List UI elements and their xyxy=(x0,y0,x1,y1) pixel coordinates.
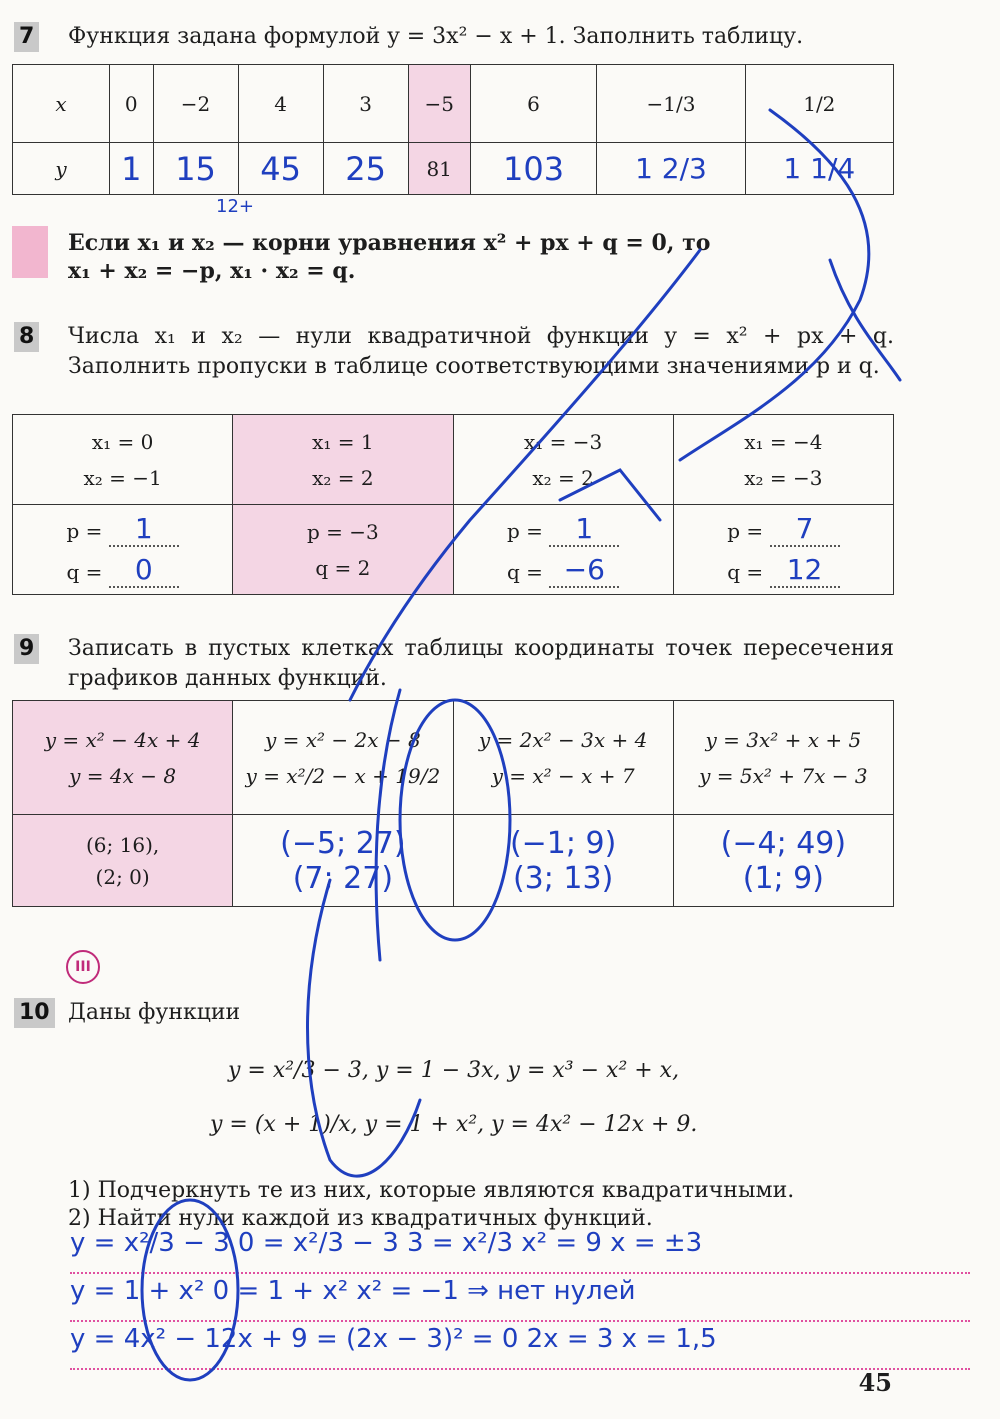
answer-point: (−4; 49) xyxy=(720,825,847,861)
function-2: y = 5x² + 7x − 3 xyxy=(699,763,868,788)
q-label: q = xyxy=(506,559,543,584)
answer-point: (−5; 27) xyxy=(280,825,406,861)
handwritten-note: 12+ xyxy=(216,196,254,217)
pq-cell xyxy=(673,505,893,595)
x2-value: x₂ = 2 xyxy=(312,465,374,490)
x2-value: x₂ = −3 xyxy=(744,465,823,490)
function-2: y = x² − x + 7 xyxy=(491,763,635,788)
function-1: y = x² − 4x + 4 xyxy=(44,727,201,752)
pq-cell xyxy=(453,505,673,595)
x-cell: 4 xyxy=(238,65,323,143)
function-1: y = x² − 2x − 8 xyxy=(265,727,421,752)
function-1: y = 3x² + x + 5 xyxy=(705,727,862,752)
answer-point: (1; 9) xyxy=(742,860,824,896)
p-answer[interactable]: 1 xyxy=(109,512,179,547)
answer-cell[interactable] xyxy=(673,815,893,907)
p-value: p = −3 xyxy=(306,519,379,544)
q-answer[interactable]: −6 xyxy=(549,553,619,588)
x1-value: x₁ = −3 xyxy=(523,429,603,454)
task-7-table xyxy=(12,64,894,195)
functions-cell xyxy=(453,701,673,815)
functions-cell xyxy=(13,701,233,815)
y-cell: 15 xyxy=(153,143,238,195)
p-label: p = xyxy=(506,518,543,543)
q-answer[interactable]: 0 xyxy=(109,553,179,588)
zeros-cell xyxy=(673,415,893,505)
rule-line-1: Если x₁ и x₂ — корни уравнения x² + px + q = 0, то xyxy=(68,230,711,256)
y-cell: 45 xyxy=(238,143,323,195)
pq-cell xyxy=(233,505,453,595)
y-cell: 103 xyxy=(470,143,597,195)
x-cell: 3 xyxy=(323,65,408,143)
answer-line[interactable]: y = x²/3 − 3 0 = x²/3 − 3 3 = x²/3 x² = 9 x = ±3 xyxy=(70,1228,970,1274)
answer-cell xyxy=(13,815,233,907)
x1-value: x₁ = 0 xyxy=(91,429,154,454)
p-label: p = xyxy=(727,518,764,543)
task-9-number: 9 xyxy=(14,634,39,664)
answer-line[interactable]: y = 4x² − 12x + 9 = (2x − 3)² = 0 2x = 3 x = 1,5 xyxy=(70,1324,970,1370)
task-7-number: 7 xyxy=(14,22,39,52)
task-8-number: 8 xyxy=(14,322,39,352)
y-cell: 1 2/3 xyxy=(597,143,745,195)
functions-line-2: y = (x + 1)/x, y = 1 + x², y = 4x² − 12x + 9. xyxy=(210,1112,698,1137)
p-answer[interactable]: 7 xyxy=(770,512,840,547)
y-label: y xyxy=(13,143,110,195)
y-cell: 25 xyxy=(323,143,408,195)
x2-value: x₂ = 2 xyxy=(532,465,594,490)
difficulty-level-badge: III xyxy=(66,950,100,984)
zeros-cell xyxy=(13,415,233,505)
function-1: y = 2x² − 3x + 4 xyxy=(478,727,648,752)
function-2: y = x²/2 − x + 19/2 xyxy=(245,763,441,788)
functions-cell xyxy=(233,701,453,815)
answer-point: (6; 16), xyxy=(86,832,160,857)
x-label: x xyxy=(13,65,110,143)
answer-point: (−1; 9) xyxy=(509,825,617,861)
rule-marker xyxy=(12,226,48,278)
answer-cell[interactable] xyxy=(233,815,453,907)
x-cell: −1/3 xyxy=(597,65,745,143)
x-cell: −5 xyxy=(408,65,470,143)
y-cell: 1 xyxy=(110,143,154,195)
x1-value: x₁ = −4 xyxy=(744,429,823,454)
task-10-text: Даны функции xyxy=(68,1000,241,1025)
question-2: 2) Найти нули каждой из квадратичных функций. xyxy=(68,1206,653,1231)
task-9-text: Записать в пустых клетках таблицы координаты точек пересечения графиков данных функций. xyxy=(68,636,894,691)
x-cell: 1/2 xyxy=(745,65,893,143)
question-1: 1) Подчеркнуть те из них, которые являются квадратичными. xyxy=(68,1178,795,1203)
p-answer[interactable]: 1 xyxy=(549,512,619,547)
functions-cell xyxy=(673,701,893,815)
task-7-text: Функция задана формулой y = 3x² − x + 1. Заполнить таблицу. xyxy=(68,24,804,49)
x-cell: 0 xyxy=(110,65,154,143)
q-label: q = xyxy=(727,559,764,584)
rule-line-2: x₁ + x₂ = −p, x₁ · x₂ = q. xyxy=(68,258,356,284)
task-10-number: 10 xyxy=(14,998,55,1028)
y-cell: 1 1/4 xyxy=(745,143,893,195)
functions-line-1: y = x²/3 − 3, y = 1 − 3x, y = x³ − x² + x, xyxy=(228,1058,680,1083)
x-cell: 6 xyxy=(470,65,597,143)
x2-value: x₂ = −1 xyxy=(83,465,162,490)
answer-cell[interactable] xyxy=(453,815,673,907)
function-2: y = 4x − 8 xyxy=(69,763,177,788)
y-cell: 81 xyxy=(408,143,470,195)
page-number: 45 xyxy=(858,1368,892,1397)
zeros-cell xyxy=(233,415,453,505)
answer-point: (3; 13) xyxy=(512,860,614,896)
x-cell: −2 xyxy=(153,65,238,143)
q-label: q = xyxy=(66,559,103,584)
q-value: q = 2 xyxy=(315,555,371,580)
pq-cell xyxy=(13,505,233,595)
answer-point: (7; 27) xyxy=(292,860,394,896)
task-9-table xyxy=(12,700,894,907)
q-answer[interactable]: 12 xyxy=(770,553,840,588)
p-label: p = xyxy=(66,518,103,543)
answer-point: (2; 0) xyxy=(95,864,150,889)
task-8-text: Числа x₁ и x₂ — нули квадратичной функции y = x² + px + q. Заполнить пропуски в таблице соответствующими значениями p и q. xyxy=(68,324,894,379)
zeros-cell xyxy=(453,415,673,505)
x1-value: x₁ = 1 xyxy=(312,429,374,454)
answer-line[interactable]: y = 1 + x² 0 = 1 + x² x² = −1 ⇒ нет нулей xyxy=(70,1276,970,1322)
task-8-table xyxy=(12,414,894,595)
